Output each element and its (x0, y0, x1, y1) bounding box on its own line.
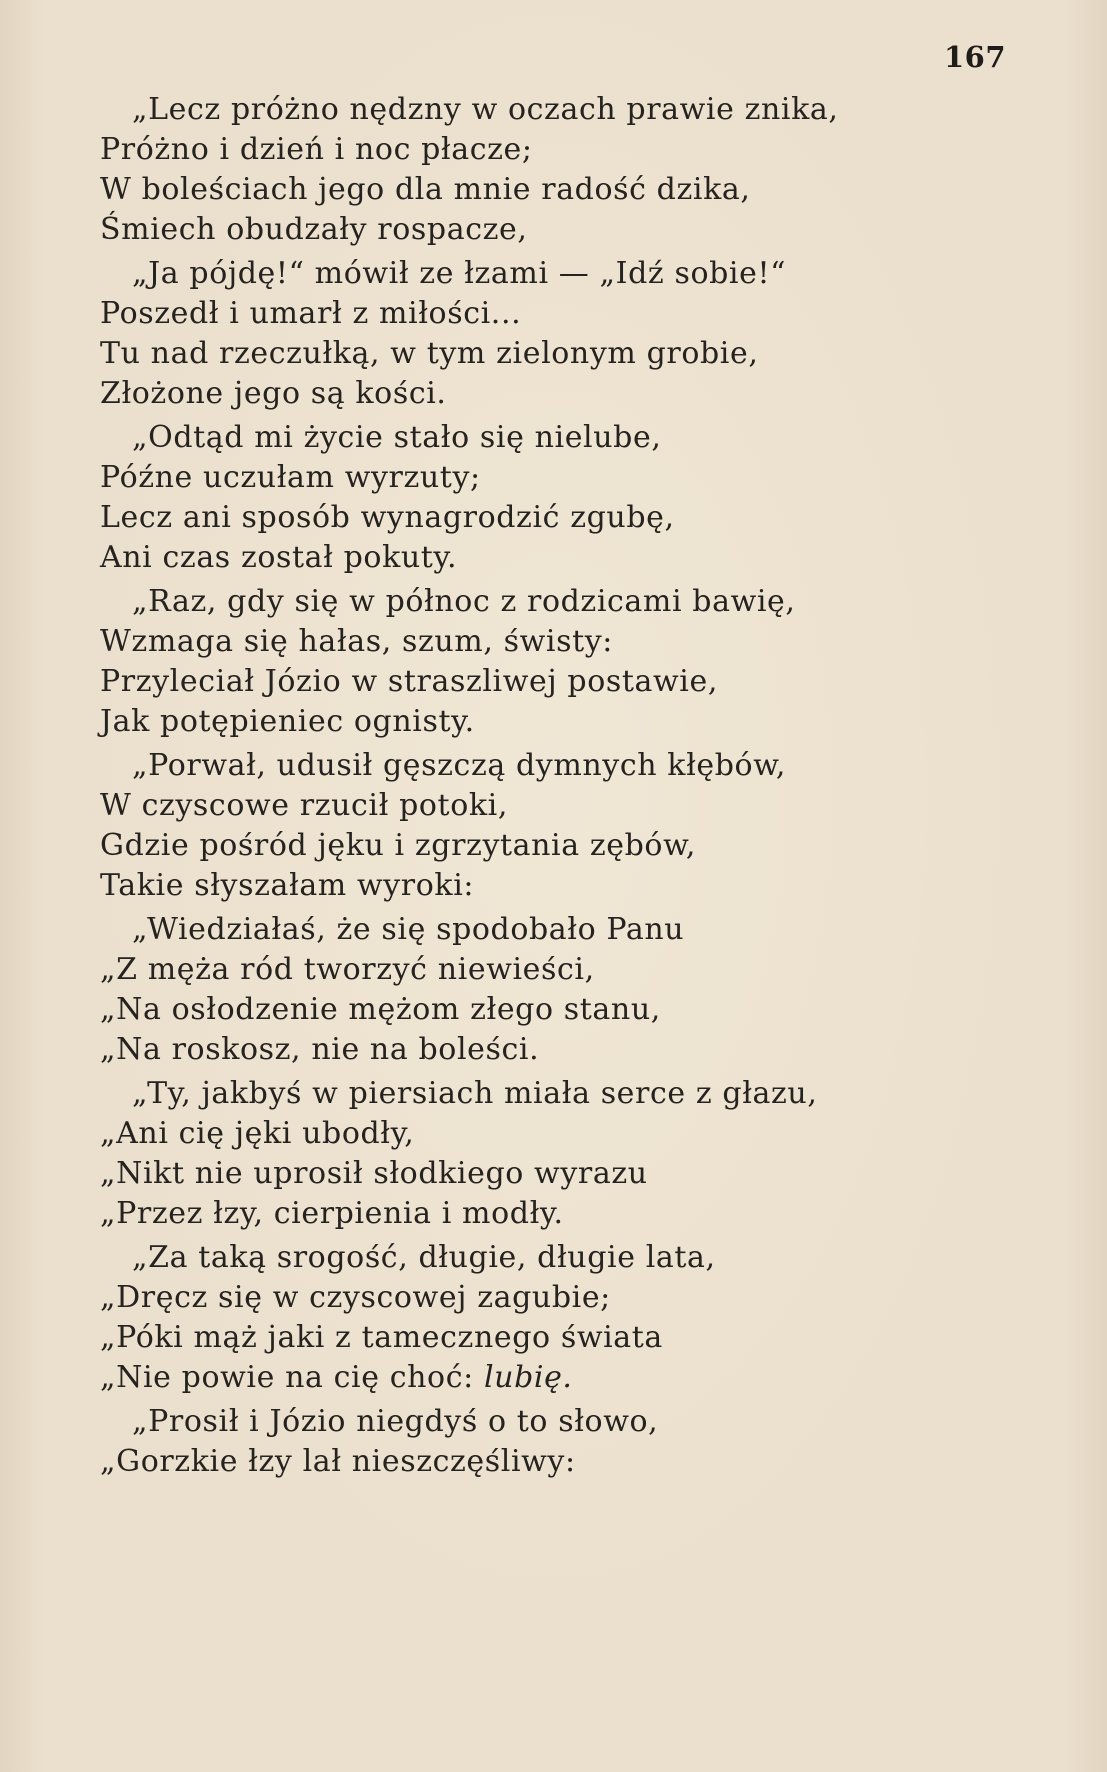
verse-line: Ani czas został pokuty. (100, 540, 458, 575)
italic-word: lubię. (483, 1360, 573, 1395)
verse-line: „Odtąd mi życie stało się nielube, (132, 420, 662, 455)
verse-line: „Wiedziałaś, że się spodobało Panu (132, 912, 685, 947)
stanza-2 (100, 254, 1000, 414)
verse-line: Gdzie pośród jęku i zgrzytania zębów, (100, 828, 696, 863)
verse-line: Wzmaga się hałas, szum, świsty: (100, 624, 613, 659)
verse-line: „Lecz próżno nędzny w oczach prawie znika, (132, 92, 839, 127)
verse-line (100, 1358, 1000, 1398)
verse-line: Śmiech obudzały rospacze, (100, 212, 528, 247)
verse-line: „Na osłodzenie mężom złego stanu, (100, 992, 661, 1027)
verse-line: „Na roskosz, nie na boleści. (100, 1032, 540, 1067)
verse-line: „Nikt nie uprosił słodkiego wyrazu (100, 1156, 648, 1191)
verse-line: W czyscowe rzucił potoki, (100, 788, 508, 823)
verse-line: „Prosił i Józio niegdyś o to słowo, (132, 1404, 659, 1439)
verse-line: „Z męża ród tworzyć niewieści, (100, 952, 595, 987)
stanza-7 (100, 1074, 1000, 1234)
stanza-3 (100, 418, 1000, 578)
verse-line: Przyleciał Józio w straszliwej postawie, (100, 664, 718, 699)
verse-line: W boleściach jego dla mnie radość dzika, (100, 172, 751, 207)
stanza-1 (100, 90, 1000, 250)
verse-line: „Za taką srogość, długie, długie lata, (132, 1240, 716, 1275)
verse-line-text: „Nie powie na cię choć: (100, 1360, 484, 1395)
verse-line: „Porwał, udusił gęszczą dymnych kłębów, (132, 748, 787, 783)
stanza-8 (100, 1238, 1000, 1398)
verse-line: Próżno i dzień i noc płacze; (100, 132, 533, 167)
verse-line: „Ja pójdę!“ mówił ze łzami — „Idź sobie!“ (132, 256, 787, 291)
poem-text (100, 90, 1000, 1486)
stanza-5 (100, 746, 1000, 906)
verse-line: Poszedł i umarł z miłości... (100, 296, 522, 331)
verse-line: Złożone jego są kości. (100, 376, 447, 411)
stanza-4 (100, 582, 1000, 742)
verse-line: „Dręcz się w czyscowej zagubie; (100, 1280, 611, 1315)
verse-line: Późne uczułam wyrzuty; (100, 460, 481, 495)
page-number: 167 (944, 40, 1007, 74)
verse-line: Lecz ani sposób wynagrodzić zgubę, (100, 500, 675, 535)
verse-line: „Ty, jakbyś w piersiach miała serce z głazu, (132, 1076, 818, 1111)
verse-line: „Przez łzy, cierpienia i modły. (100, 1196, 564, 1231)
verse-line: Tu nad rzeczułką, w tym zielonym grobie, (100, 336, 759, 371)
verse-line: Takie słyszałam wyroki: (100, 868, 475, 903)
stanza-9 (100, 1402, 1000, 1482)
verse-line: „Gorzkie łzy lał nieszczęśliwy: (100, 1444, 576, 1479)
verse-line: „Ani cię jęki ubodły, (100, 1116, 415, 1151)
verse-line: „Póki mąż jaki z tamecznego świata (100, 1320, 663, 1355)
stanza-6 (100, 910, 1000, 1070)
verse-line: „Raz, gdy się w północ z rodzicami bawię, (132, 584, 796, 619)
verse-line: Jak potępieniec ognisty. (100, 704, 475, 739)
